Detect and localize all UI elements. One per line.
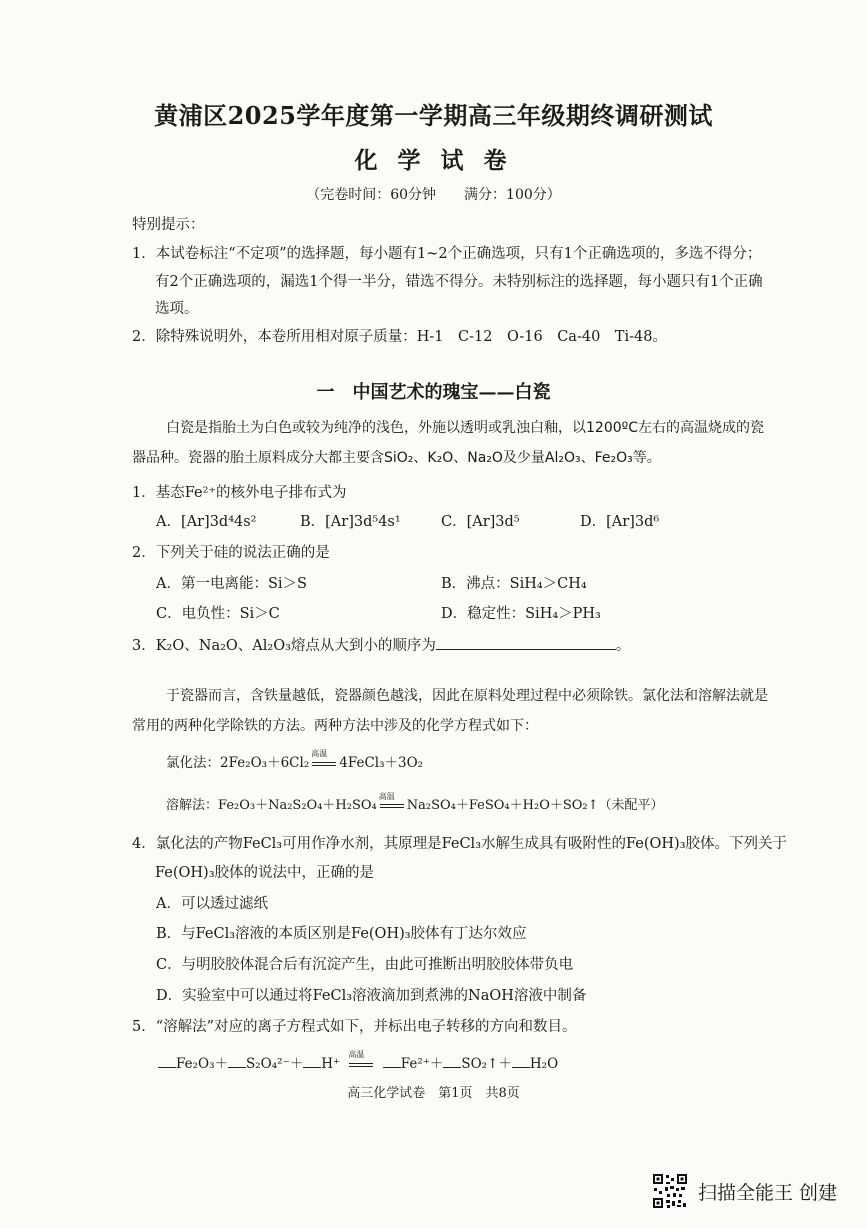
- q5-term-5: SO₂↑＋: [461, 1056, 512, 1072]
- qr-code-icon: [652, 1173, 688, 1209]
- eq1-left: 2Fe₂O₃＋6Cl₂: [220, 755, 310, 771]
- equation-dissolution: [166, 794, 664, 813]
- intro-1-line-2: 器品种。瓷器的胎土原料成分大都主要含SiO₂、K₂O、Na₂O及少量Al₂O₃、Fe₂O₃等。: [132, 450, 661, 466]
- eq1-condition: 高温: [311, 749, 328, 758]
- notes-heading: 特别提示：: [132, 217, 205, 233]
- scanner-watermark: 扫描全能王 创建: [698, 1182, 838, 1204]
- q4-option-c: C．与明胶胶体混合后有沉淀产生，由此可推断出明胶胶体带负电: [156, 957, 574, 973]
- q5-term-2: S₂O₄²⁻＋: [246, 1056, 304, 1072]
- question-5-stem: 5．“溶解法”对应的离子方程式如下，并标出电子转移的方向和数目。: [132, 1019, 577, 1035]
- q5-condition: 高温: [348, 1050, 365, 1059]
- q1-option-d: D．[Ar]3d⁶: [580, 514, 660, 530]
- eq1-arrow: [309, 749, 339, 771]
- question-4-line-1: 4．氯化法的产物FeCl₃可用作净水剂，其原理是FeCl₃水解生成具有吸附性的Fe(OH)₃胶体。下列关于: [132, 836, 788, 852]
- eq2-arrow: [377, 792, 407, 813]
- page-footer: 高三化学试卷 第1页 共8页: [347, 1086, 520, 1101]
- eq2-condition: 高温: [378, 792, 395, 801]
- question-3-end: 。: [615, 638, 631, 654]
- q5-term-3: H⁺: [321, 1056, 341, 1072]
- eq2-left: Fe₂O₃＋Na₂S₂O₄＋H₂SO₄: [218, 798, 377, 813]
- question-2-stem: 2．下列关于硅的说法正确的是: [132, 545, 330, 561]
- eq1-right: 4FeCl₃＋3O₂: [339, 755, 424, 771]
- note-1-line-3: 选项。: [155, 301, 199, 317]
- paper-subtitle: 化 学 试 卷: [354, 147, 513, 174]
- exam-title: 黄浦区2025学年度第一学期高三年级期终调研测试: [154, 101, 713, 130]
- eq1-label: 氯化法：: [166, 755, 220, 771]
- coef-blank-3[interactable]: [303, 1053, 321, 1068]
- answer-blank[interactable]: [436, 635, 616, 650]
- q2-option-c: C．电负性：Si＞C: [156, 606, 280, 622]
- note-2: 2．除特殊说明外，本卷所用相对原子质量：H-1 C-12 O-16 Ca-40 Ti-48。: [132, 329, 667, 345]
- q5-term-4: Fe²⁺＋: [400, 1056, 444, 1072]
- eq2-label: 溶解法：: [166, 798, 219, 813]
- q1-option-a: A．[Ar]3d⁴4s²: [156, 514, 257, 530]
- q1-option-b: B．[Ar]3d⁵4s¹: [300, 514, 401, 530]
- question-3: [132, 634, 630, 655]
- q2-option-a: A．第一电离能：Si＞S: [156, 576, 307, 592]
- eq2-right: Na₂SO₄＋FeSO₄＋H₂O＋SO₂↑（未配平）: [406, 798, 664, 813]
- q4-option-d: D．实验室中可以通过将FeCl₃溶液滴加到煮沸的NaOH溶液中制备: [156, 988, 587, 1004]
- q5-term-1: Fe₂O₃＋: [176, 1056, 229, 1072]
- time-note: （完卷时间：60分钟 满分：100分）: [306, 187, 561, 203]
- q5-term-6: H₂O: [529, 1056, 559, 1072]
- q2-option-b: B．沸点：SiH₄＞CH₄: [441, 576, 587, 592]
- note-1-line-1: 1．本试卷标注“不定项”的选择题，每小题有1~2个正确选项，只有1个正确选项的，多选不得分；: [132, 246, 762, 262]
- q4-option-b: B．与FeCl₃溶液的本质区别是Fe(OH)₃胶体有丁达尔效应: [156, 926, 527, 942]
- equation-chlorination: [166, 751, 423, 771]
- coef-blank-6[interactable]: [512, 1053, 530, 1068]
- intro-2-line-2: 常用的两种化学除铁的方法。两种方法中涉及的化学方程式如下：: [132, 718, 538, 734]
- coef-blank-2[interactable]: [228, 1053, 246, 1068]
- question-3-stem: 3．K₂O、Na₂O、Al₂O₃熔点从大到小的顺序为: [132, 638, 436, 654]
- q5-arrow: [344, 1050, 378, 1072]
- coef-blank-1[interactable]: [158, 1053, 176, 1068]
- q4-option-a: A．可以透过滤纸: [156, 896, 268, 912]
- q1-option-c: C．[Ar]3d⁵: [441, 514, 520, 530]
- question-5-equation: [158, 1052, 558, 1072]
- note-1-line-2: 有2个正确选项的，漏选1个得一半分，错选不得分。未特别标注的选择题，每小题只有1个正确: [155, 274, 763, 290]
- question-4-line-2: Fe(OH)₃胶体的说法中，正确的是: [155, 865, 375, 881]
- coef-blank-4[interactable]: [383, 1053, 401, 1068]
- intro-2-line-1: 于瓷器而言，含铁量越低，瓷器颜色越浅，因此在原料处理过程中必须除铁。氯化法和溶解法就是: [166, 688, 768, 704]
- question-1-stem: 1．基态Fe²⁺的核外电子排布式为: [132, 485, 347, 501]
- intro-1-line-1: 白瓷是指胎土为白色或较为纯净的浅色，外施以透明或乳浊白釉，以1200ºC左右的高温烧成的瓷: [166, 420, 764, 436]
- coef-blank-5[interactable]: [443, 1053, 461, 1068]
- q2-option-d: D．稳定性：SiH₄＞PH₃: [441, 606, 601, 622]
- section-title: 一 中国艺术的瑰宝——白瓷: [316, 382, 551, 403]
